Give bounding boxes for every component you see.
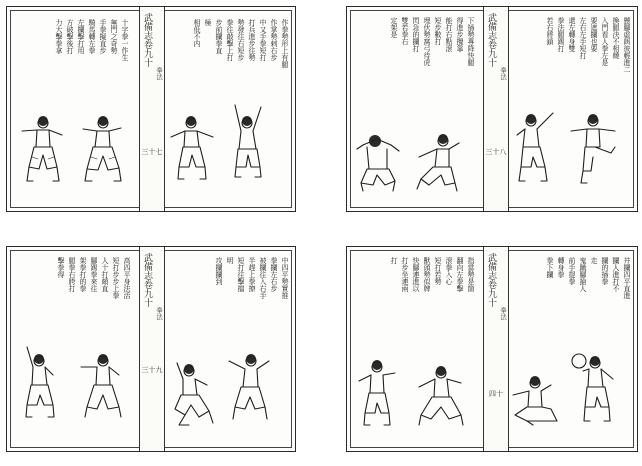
right-page — [507, 7, 638, 211]
book-spread-bottom-left — [6, 246, 296, 452]
text-column: 獸頭勢似牌 — [423, 257, 431, 292]
text-column: 半趕上拳撩 — [248, 257, 256, 292]
text-column: 攔的插拳 — [601, 257, 609, 285]
text-column: 短步數打 — [434, 17, 442, 45]
text-column: 翻向左拳擊 — [456, 257, 464, 292]
text-column: 勢發往右短步 — [237, 19, 245, 61]
text-column: 轉身拳 — [557, 257, 565, 278]
text-column: 指當勢是箇 — [467, 257, 475, 292]
text-column: 人十打頗直 — [101, 257, 109, 292]
text-column: 若右將鎖 — [546, 17, 554, 45]
running-subtitle: 拳法 — [499, 67, 507, 80]
center-fold-margin — [139, 7, 165, 211]
page-number: 三十九 — [141, 366, 163, 374]
left-page — [347, 247, 483, 451]
text-column: 還左轉身雙 — [568, 17, 576, 52]
text-column: 左右左手短打 — [579, 17, 587, 59]
right-page — [507, 247, 638, 451]
center-fold-margin — [483, 7, 509, 211]
text-column: 快腳連進以 — [412, 257, 420, 292]
left-page-text — [57, 257, 131, 299]
book-spread-top-left — [6, 6, 296, 212]
text-column: 拳攔左右步 — [270, 257, 278, 292]
figure-illustration — [415, 119, 461, 197]
figure-illustration — [19, 111, 65, 189]
text-column: 鬼蹴腳搶人 — [579, 257, 587, 292]
text-column: 得進步攪靠 — [456, 17, 464, 52]
text-column: 短打若勢 — [434, 257, 442, 285]
figure-illustration — [569, 111, 615, 189]
text-column: 換腿決不相饒 — [612, 17, 620, 59]
text-column: 極 — [204, 19, 212, 26]
running-subtitle: 拳法 — [155, 67, 163, 80]
text-column: 拳法腿踢打 — [557, 17, 565, 52]
left-page-text — [390, 257, 475, 292]
text-column: 下插勢專降快腿 — [467, 17, 475, 66]
running-title: 武備志卷九十 — [486, 253, 496, 307]
text-column: 拳往敲擊上打 — [226, 19, 234, 61]
text-column: 作掌勢刺右步 — [270, 19, 278, 61]
text-column: 要遮攔也要 — [590, 17, 598, 52]
text-column: 騎馬轉左拳 — [88, 19, 96, 54]
book-spread-top-right — [346, 6, 638, 212]
right-page-text — [546, 17, 631, 73]
running-title: 武備志卷九十 — [142, 253, 152, 307]
text-column: 打 — [390, 257, 398, 264]
page-number: 三十七 — [141, 148, 163, 156]
page-number: 三十八 — [485, 148, 507, 156]
text-column: 高四平身法活 — [123, 257, 131, 299]
left-page-text — [55, 19, 129, 61]
text-column: 滾拳入心 — [445, 257, 453, 285]
text-column: 左攔擊打用 — [77, 19, 85, 54]
text-column: 架拳打的拳 — [79, 257, 87, 292]
text-column: 雙若拳右 — [401, 17, 409, 45]
text-column: 閃急的攔打 — [412, 17, 420, 52]
text-column: 前手提拳 — [568, 257, 576, 285]
text-column: 打兵進步往勢 — [248, 19, 256, 61]
text-column: 拳下攔 — [546, 257, 554, 278]
figure-illustration — [511, 373, 557, 451]
figure-illustration — [79, 345, 125, 423]
running-title: 武備志卷九十 — [142, 13, 152, 67]
left-page — [7, 7, 139, 211]
figure-illustration — [169, 107, 215, 185]
text-column: 打步坐連兩 — [401, 257, 409, 292]
right-page-text — [546, 257, 631, 299]
page-number: 四十 — [489, 390, 503, 398]
text-column: 短打往擊擋 — [237, 257, 245, 292]
figure-illustration — [79, 111, 125, 189]
figure-illustration — [225, 347, 271, 425]
text-column: 明 — [226, 257, 234, 264]
figure-illustration — [355, 355, 401, 433]
text-column: 腿拳右胯打 — [68, 257, 76, 292]
text-column: 手拳擬直步 — [99, 19, 107, 54]
text-column: 中四平勢實推 — [281, 257, 289, 299]
figure-illustration — [417, 357, 463, 435]
text-column: 短打步步上拳 — [112, 257, 120, 299]
text-column: 能打右點滾 — [445, 17, 453, 52]
text-column: 方破擊後打 — [66, 19, 74, 54]
text-column: 埋伏勢窩弓待虎 — [423, 17, 431, 66]
text-column: 走 — [590, 257, 598, 264]
text-column: 步前攔拳直 — [215, 19, 223, 54]
text-column: 中又手拳短打 — [259, 19, 267, 61]
right-page-text — [215, 257, 289, 299]
text-column: 入門看人拳左是 — [601, 17, 609, 66]
text-column: 被攔往入右手 — [259, 257, 267, 299]
text-column: 擊拳得 — [57, 257, 65, 278]
figure-illustration — [169, 359, 215, 437]
text-column: 腳踢拳來往 — [90, 257, 98, 292]
left-page — [7, 247, 139, 451]
text-column: 攻攔攔到 — [215, 257, 223, 285]
figure-illustration — [355, 119, 401, 197]
running-title: 武備志卷九十 — [486, 13, 496, 67]
figure-illustration — [19, 345, 65, 423]
text-column: 懸腳虛餌彼輕進二 — [623, 17, 631, 73]
figure-illustration — [225, 103, 271, 181]
text-column: 作拳勢形上有腿 — [281, 19, 289, 68]
left-page — [347, 7, 483, 211]
left-page-text — [390, 17, 475, 66]
text-column: 攔人進打不 — [612, 257, 620, 292]
book-spread-bottom-right — [346, 246, 638, 452]
text-column: 定架是 — [390, 17, 398, 38]
text-column: 相低不内 — [193, 19, 201, 47]
center-fold-margin — [483, 247, 509, 451]
figure-illustration — [513, 111, 559, 189]
running-subtitle: 拳法 — [499, 307, 507, 320]
figure-illustration — [571, 349, 617, 427]
text-column: 井攔四平直進 — [623, 257, 631, 299]
text-column: 無門之奇勢 — [110, 19, 118, 54]
right-page — [163, 7, 296, 211]
center-fold-margin — [139, 247, 165, 451]
running-subtitle: 拳法 — [155, 307, 163, 320]
text-column: 力大擊拳拿 — [55, 19, 63, 54]
text-column: 十字拳一作生 — [121, 19, 129, 61]
right-page — [163, 247, 296, 451]
right-page-text — [193, 19, 289, 68]
